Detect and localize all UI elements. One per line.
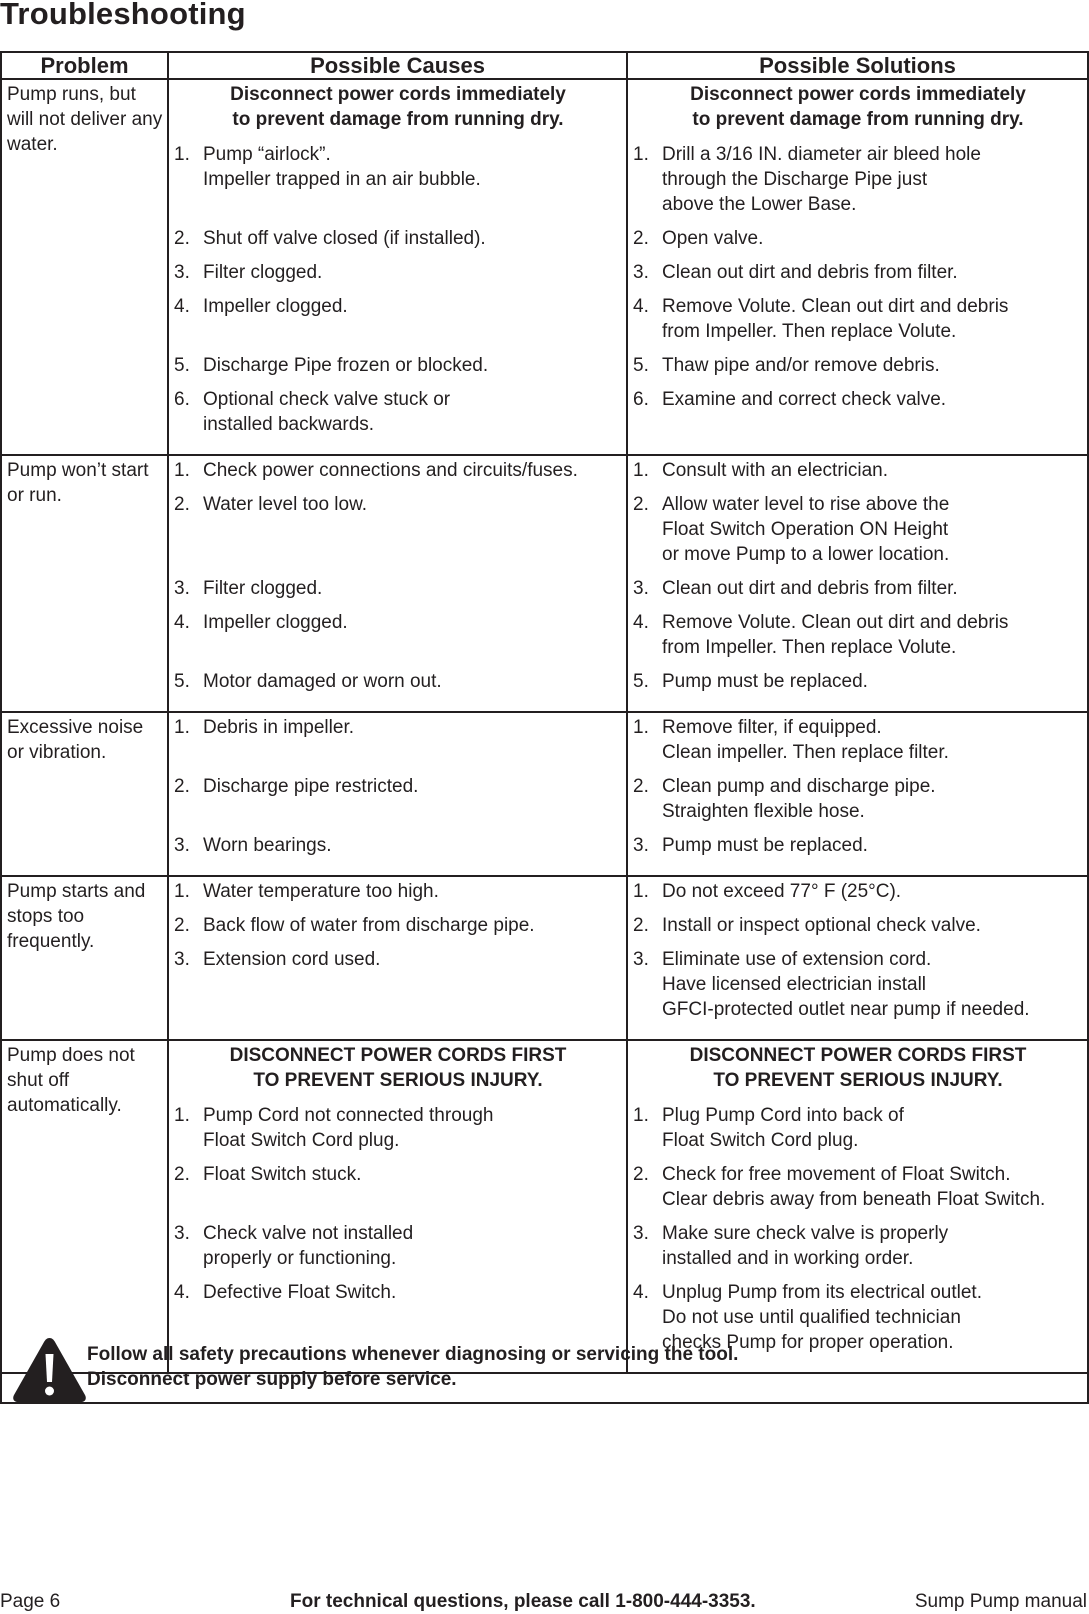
list-item bbox=[174, 833, 622, 858]
item-text: Pump “airlock”. Impeller trapped in an air bubble. bbox=[203, 144, 481, 190]
list-item bbox=[174, 353, 622, 378]
item-text: Consult with an electrician. bbox=[662, 460, 888, 481]
item-number: 4. bbox=[174, 1282, 190, 1303]
problem-cell: Pump does not shut off automatically. bbox=[1, 1040, 168, 1373]
list-item bbox=[174, 1103, 622, 1153]
page-number: Page 6 bbox=[0, 1591, 61, 1612]
item-text: Filter clogged. bbox=[203, 262, 323, 283]
item-text: Eliminate use of extension cord. Have licensed electrician install GFCI-protected outlet near pump if needed. bbox=[662, 949, 1030, 1020]
item-number: 3. bbox=[633, 262, 649, 283]
causes-warning: DISCONNECT POWER CORDS FIRST TO PREVENT SERIOUS INJURY. bbox=[229, 1045, 567, 1091]
item-text: Check valve not installed properly or functioning. bbox=[203, 1223, 414, 1269]
item-number: 1. bbox=[174, 144, 190, 165]
item-text: Make sure check valve is properly installed and in working order. bbox=[662, 1223, 949, 1269]
problem-cell: Pump won’t start or run. bbox=[1, 455, 168, 712]
safety-note bbox=[0, 1318, 1089, 1404]
item-number: 3. bbox=[174, 262, 190, 283]
item-text: Thaw pipe and/or remove debris. bbox=[662, 355, 940, 376]
item-text: Extension cord used. bbox=[203, 949, 381, 970]
solutions-warning: Disconnect power cords immediately to prevent damage from running dry. bbox=[690, 84, 1026, 130]
item-number: 1. bbox=[633, 460, 649, 481]
manual-name: Sump Pump manual bbox=[914, 1591, 1087, 1612]
solutions-cell bbox=[627, 455, 1088, 712]
page-footer bbox=[0, 1590, 1089, 1614]
list-item bbox=[174, 947, 622, 1022]
troubleshooting-table bbox=[0, 51, 1089, 1374]
solutions-warning: DISCONNECT POWER CORDS FIRST TO PREVENT SERIOUS INJURY. bbox=[689, 1045, 1027, 1091]
list-item bbox=[174, 669, 622, 694]
list-item bbox=[174, 458, 622, 483]
item-text: Unplug Pump from its electrical outlet. Do not use until qualified technician checks Pump for proper operation. bbox=[662, 1282, 982, 1353]
item-text: Open valve. bbox=[662, 228, 764, 249]
item-number: 6. bbox=[174, 389, 190, 410]
item-text: Float Switch stuck. bbox=[203, 1164, 362, 1185]
table-row bbox=[1, 79, 1088, 455]
causes-cell bbox=[168, 79, 627, 455]
item-text: Clean out dirt and debris from filter. bbox=[662, 578, 958, 599]
item-number: 1. bbox=[633, 881, 649, 902]
item-number: 3. bbox=[633, 1223, 649, 1244]
item-number: 2. bbox=[633, 776, 649, 797]
causes-cell bbox=[168, 455, 627, 712]
item-text: Remove Volute. Clean out dirt and debris from Impeller. Then replace Volute. bbox=[662, 296, 1009, 342]
item-text: Examine and correct check valve. bbox=[662, 389, 947, 410]
item-number: 1. bbox=[174, 881, 190, 902]
list-item bbox=[174, 1162, 622, 1212]
problem-cell: Pump starts and stops too frequently. bbox=[1, 876, 168, 1040]
item-number: 2. bbox=[174, 228, 190, 249]
item-text: Drill a 3/16 IN. diameter air bleed hole through the Discharge Pipe just above the Lower Base. bbox=[662, 144, 981, 215]
item-text: Clean pump and discharge pipe. Straighten flexible hose. bbox=[662, 776, 936, 822]
list-item bbox=[174, 879, 622, 904]
item-text: Back flow of water from discharge pipe. bbox=[203, 915, 535, 936]
item-number: 2. bbox=[174, 494, 190, 515]
list-item bbox=[633, 610, 1083, 660]
item-number: 1. bbox=[174, 717, 190, 738]
table-row bbox=[1, 712, 1088, 876]
list-item bbox=[633, 142, 1083, 217]
item-text: Check power connections and circuits/fuses. bbox=[203, 460, 578, 481]
list-item bbox=[633, 715, 1083, 765]
item-number: 4. bbox=[633, 612, 649, 633]
item-number: 4. bbox=[174, 612, 190, 633]
item-number: 1. bbox=[633, 144, 649, 165]
item-number: 4. bbox=[633, 296, 649, 317]
list-item bbox=[633, 774, 1083, 824]
list-item bbox=[633, 1221, 1083, 1271]
solutions-cell bbox=[627, 79, 1088, 455]
list-item bbox=[633, 913, 1083, 938]
list-item bbox=[633, 576, 1083, 601]
item-number: 1. bbox=[633, 717, 649, 738]
item-text: Water level too low. bbox=[203, 494, 368, 515]
list-item bbox=[633, 294, 1083, 344]
item-number: 2. bbox=[633, 1164, 649, 1185]
item-number: 2. bbox=[633, 494, 649, 515]
item-text: Impeller clogged. bbox=[203, 296, 348, 317]
table-header-row bbox=[1, 52, 1088, 79]
item-number: 5. bbox=[633, 671, 649, 692]
list-item bbox=[633, 669, 1083, 694]
item-number: 3. bbox=[633, 835, 649, 856]
item-number: 5. bbox=[633, 355, 649, 376]
item-text: Worn bearings. bbox=[203, 835, 332, 856]
list-item bbox=[174, 260, 622, 285]
item-text: Water temperature too high. bbox=[203, 881, 439, 902]
item-text: Defective Float Switch. bbox=[203, 1282, 397, 1303]
header-solutions: Possible Solutions bbox=[627, 52, 1088, 79]
safety-line-1: Follow all safety precautions whenever diagnosing or servicing the tool. bbox=[87, 1344, 739, 1365]
item-text: Plug Pump Cord into back of Float Switch Cord plug. bbox=[662, 1105, 904, 1151]
item-text: Allow water level to rise above the Float Switch Operation ON Height or move Pump to a lower location. bbox=[662, 494, 950, 565]
safety-text bbox=[87, 1342, 738, 1392]
item-text: Filter clogged. bbox=[203, 578, 323, 599]
item-text: Optional check valve stuck or installed backwards. bbox=[203, 389, 451, 435]
item-number: 2. bbox=[174, 915, 190, 936]
item-text: Debris in impeller. bbox=[203, 717, 354, 738]
list-item bbox=[633, 458, 1083, 483]
item-number: 6. bbox=[633, 389, 649, 410]
list-item bbox=[174, 492, 622, 567]
item-number: 3. bbox=[633, 949, 649, 970]
list-item bbox=[633, 1162, 1083, 1212]
table-row bbox=[1, 455, 1088, 712]
item-number: 5. bbox=[174, 355, 190, 376]
list-item bbox=[174, 576, 622, 601]
item-number: 2. bbox=[174, 776, 190, 797]
list-item bbox=[633, 947, 1083, 1022]
item-text: Discharge pipe restricted. bbox=[203, 776, 419, 797]
item-number: 2. bbox=[633, 915, 649, 936]
item-number: 1. bbox=[174, 460, 190, 481]
header-problem: Problem bbox=[1, 52, 168, 79]
item-number: 3. bbox=[174, 578, 190, 599]
item-text: Motor damaged or worn out. bbox=[203, 671, 442, 692]
item-text: Shut off valve closed (if installed). bbox=[203, 228, 486, 249]
solutions-cell bbox=[627, 712, 1088, 876]
item-text: Remove filter, if equipped. Clean impeller. Then replace filter. bbox=[662, 717, 949, 763]
item-number: 3. bbox=[174, 1223, 190, 1244]
table-row bbox=[1, 876, 1088, 1040]
list-item bbox=[633, 260, 1083, 285]
item-text: Check for free movement of Float Switch. Clear debris away from beneath Float Switch. bbox=[662, 1164, 1046, 1210]
problem-cell: Pump runs, but will not deliver any water. bbox=[1, 79, 168, 455]
item-text: Pump Cord not connected through Float Switch Cord plug. bbox=[203, 1105, 494, 1151]
causes-cell bbox=[168, 876, 627, 1040]
item-number: 1. bbox=[633, 1105, 649, 1126]
list-item bbox=[633, 387, 1083, 437]
problem-cell: Excessive noise or vibration. bbox=[1, 712, 168, 876]
list-item bbox=[633, 353, 1083, 378]
support-contact: For technical questions, please call 1-800-444-3353. bbox=[290, 1591, 756, 1612]
list-item bbox=[633, 833, 1083, 858]
causes-warning: Disconnect power cords immediately to prevent damage from running dry. bbox=[230, 84, 566, 130]
list-item bbox=[174, 1221, 622, 1271]
item-number: 5. bbox=[174, 671, 190, 692]
item-number: 3. bbox=[174, 949, 190, 970]
item-text: Remove Volute. Clean out dirt and debris from Impeller. Then replace Volute. bbox=[662, 612, 1009, 658]
item-text: Pump must be replaced. bbox=[662, 835, 868, 856]
safety-line-2: Disconnect power supply before service. bbox=[87, 1369, 457, 1390]
list-item bbox=[633, 1103, 1083, 1153]
item-number: 3. bbox=[174, 835, 190, 856]
item-text: Impeller clogged. bbox=[203, 612, 348, 633]
list-item bbox=[174, 610, 622, 660]
item-text: Install or inspect optional check valve. bbox=[662, 915, 981, 936]
list-item bbox=[633, 879, 1083, 904]
item-number: 3. bbox=[633, 578, 649, 599]
list-item bbox=[174, 387, 622, 437]
header-causes: Possible Causes bbox=[168, 52, 627, 79]
item-text: Pump must be replaced. bbox=[662, 671, 868, 692]
item-text: Discharge Pipe frozen or blocked. bbox=[203, 355, 489, 376]
table-body bbox=[1, 79, 1088, 1373]
item-number: 2. bbox=[174, 1164, 190, 1185]
solutions-cell bbox=[627, 876, 1088, 1040]
list-item bbox=[174, 715, 622, 765]
list-item bbox=[174, 226, 622, 251]
item-number: 2. bbox=[633, 228, 649, 249]
list-item bbox=[174, 142, 622, 217]
warning-triangle-icon bbox=[12, 1336, 87, 1408]
list-item bbox=[174, 774, 622, 824]
list-item bbox=[633, 226, 1083, 251]
list-item bbox=[174, 294, 622, 344]
item-text: Clean out dirt and debris from filter. bbox=[662, 262, 958, 283]
item-number: 1. bbox=[174, 1105, 190, 1126]
item-number: 4. bbox=[633, 1282, 649, 1303]
list-item bbox=[174, 913, 622, 938]
item-text: Do not exceed 77° F (25°C). bbox=[662, 881, 902, 902]
list-item bbox=[633, 492, 1083, 567]
causes-cell bbox=[168, 712, 627, 876]
item-number: 4. bbox=[174, 296, 190, 317]
page-title: Troubleshooting bbox=[0, 0, 246, 31]
